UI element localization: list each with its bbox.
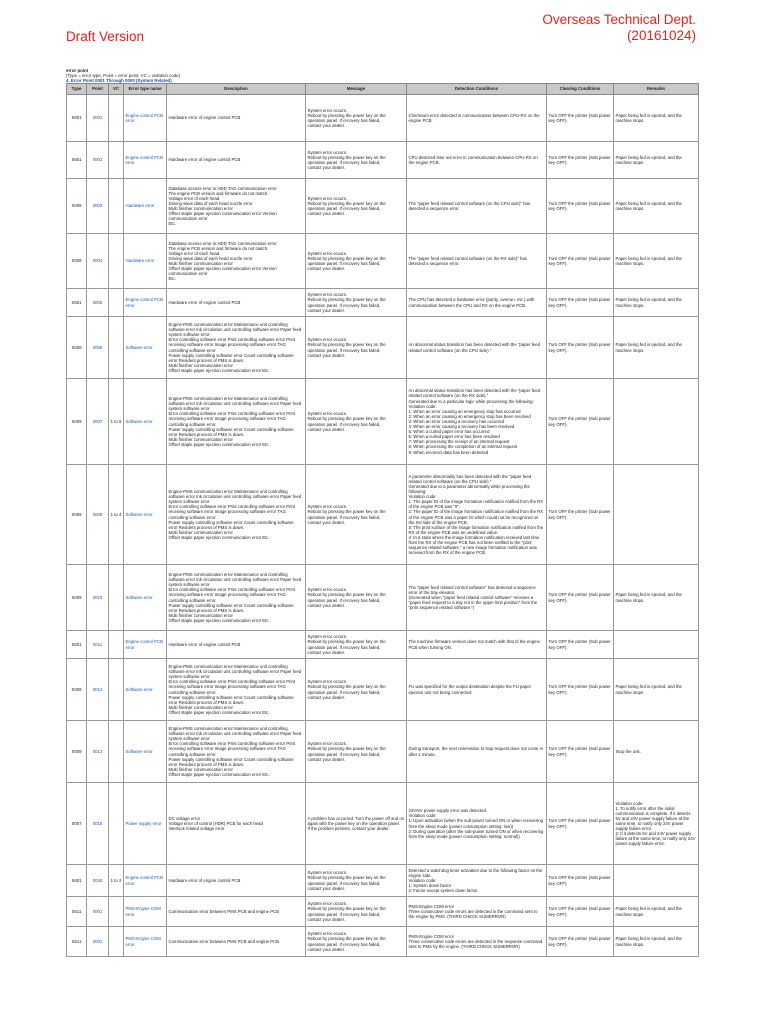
cell-remarks: Paper being fed is ejected, and the machine stops. [614, 659, 699, 721]
legend-title: error point [66, 68, 89, 73]
table-row [67, 631, 699, 659]
cell-error-name: Hardware error [124, 234, 167, 289]
cell-clearing: Turn OFF the printer (Sub power key OFF). [547, 142, 614, 179]
cell-message: System error occurs. Reboot by pressing the power key on the operation panel. If recovery has failed, contact your dealer. [306, 465, 407, 565]
cell-type: S611 [67, 897, 87, 927]
cell-error-name: Power supply error [124, 783, 167, 865]
cell-description: Hardware error of engine control PCB [167, 865, 306, 897]
cell-type: S008 [67, 179, 87, 234]
cell-description: Hardware error of engine control PCB [167, 289, 306, 317]
header-clearing-conditions: Clearing Conditions [547, 84, 614, 95]
legend-definition: (Type = error type, Point = error point, VC = violation code) [66, 73, 181, 78]
cell-error-name: Engine control PCB error [124, 142, 167, 179]
cell-error-name: PMS-Engine COM error [124, 897, 167, 927]
cell-detection: The "paper feed related control software" has detected a sequence error of the tray elevator. (Generated when "paper feed related control software" receives a "paper feed request to a tray not in the upper limit position" from the "print sequence related software.") [407, 565, 547, 631]
cell-point: 0003 [87, 179, 109, 234]
cell-error-name: Software error [124, 659, 167, 721]
cell-clearing: Turn OFF the printer (Sub power key OFF). [547, 659, 614, 721]
table-row [67, 317, 699, 379]
cell-description: Database access error in HDD TAG communication error The engine PCB version and firmware do not match. Voltage error of each head Driving wave data of each head nozzle error Multi finisher communication error Offset staple paper ejection communication error Version communication error Etc. [167, 179, 306, 234]
cell-vc [109, 721, 124, 783]
department-name: Overseas Technical Dept. [542, 12, 696, 27]
cell-description: Engine-PMS communication error Maintenance unit controlling software error Ink circulation unit controlling software error Paper feed system software error Error controlling software error Print controlling software error Print receiving software error Image processing software error TAG controlling software error Power supply controlling software error Count controlling software error Resident process of PMS is down. Multi finisher communication error Offset staple paper ejection communication error Etc. [167, 317, 306, 379]
cell-remarks: Paper being fed is ejected, and the machine stops. [614, 179, 699, 234]
cell-point: 0006 [87, 317, 109, 379]
cell-description: Hardware error of engine control PCB [167, 631, 306, 659]
cell-point: 0001 [87, 927, 109, 957]
cell-type: S601 [67, 631, 87, 659]
cell-error-name: Software error [124, 565, 167, 631]
cell-point: 0012 [87, 659, 109, 721]
cell-error-name: Software error [124, 379, 167, 465]
cell-detection: PMS-Engine COM error Three consecutive code errors are detected in the response command sent to PMS by the engine. (THIRD CHECK SUMERROR) [407, 927, 547, 957]
cell-remarks [614, 465, 699, 565]
cell-description: Engine-PMS communication error Maintenance unit controlling software error Ink circulation unit controlling software error Paper feed system software error Error controlling software error Print controlling software error Print receiving software error Image processing software error TAG controlling software error Power supply controlling software error Count controlling software error Resident process of PMS is down. Multi finisher communication error Offset staple paper ejection communication error Etc. [167, 465, 306, 565]
cell-point: 0040 [87, 865, 109, 897]
cell-clearing: Turn OFF the printer (Sub power key OFF). [547, 783, 614, 865]
cell-type: S009 [67, 465, 87, 565]
cell-detection: An abnormal status transition has been detected with the "paper feed related control software (on the RX side)." Generated due to a particular logic while processing the following: Violation code: 1: When an error causing an emergency stop has occurred 2: When an error causing an emergency stop has been resolved 3: When an error causing a recovery has occurred 4: When an error causing a recovery has been resolved 5: When a curled paper error has occurred 6: When a curled paper error has been resolved 7: When processing the receipt of an internal request 8: When processing the completion of an internal request 9: When incorrect data has been detected [407, 379, 547, 465]
table-row [67, 234, 699, 289]
cell-detection: 24V/5V power supply error was detected. Violation code: 1: Upon activation (when the sub-power turned ON or when recovering from the sleep mode (power consumption setting: low)) 2: During operation (after the sub-power turned ON or when recovering from the sleep mode (power consumption setting: normal)) [407, 783, 547, 865]
cell-detection: CPU detected time out error in communication between CPU-RX on the engine PCB. [407, 142, 547, 179]
cell-type: S611 [67, 927, 87, 957]
cell-clearing: Turn OFF the printer (Sub power key OFF). [547, 865, 614, 897]
cell-vc [109, 142, 124, 179]
cell-error-name: PMS-Engine COM error [124, 927, 167, 957]
cell-description: Engine-PMS communication error Maintenance unit controlling software error Ink circulation unit controlling software error Paper feed system software error Error controlling software error Print controlling software error Print receiving software error Image processing software error TAG controlling software error Power supply controlling software error Count controlling software error Resident process of PMS is down. Multi finisher communication error Offset staple paper ejection communication error Etc. [167, 659, 306, 721]
cell-clearing: Turn OFF the printer (Sub power key OFF). [547, 565, 614, 631]
table-row [67, 865, 699, 897]
cell-type: S601 [67, 865, 87, 897]
cell-vc: 1 to 2 [109, 865, 124, 897]
cell-type: S601 [67, 142, 87, 179]
table-row [67, 465, 699, 565]
cell-vc [109, 565, 124, 631]
cell-detection: The "paper feed related control software (on the RX side)" has detected a sequence error. [407, 234, 547, 289]
cell-remarks: Paper being fed is ejected, and the machine stops. [614, 565, 699, 631]
cell-error-name: Engine control PCB error [124, 289, 167, 317]
cell-detection: FU was specified for the output destination despite the FU paper ejection unit not being connected. [407, 659, 547, 721]
cell-description: Engine-PMS communication error Maintenance unit controlling software error Ink circulation unit controlling software error Paper feed system software error Error controlling software error Print controlling software error Print receiving software error Image processing software error TAG controlling software error Power supply controlling software error Count controlling software error Resident process of PMS is down. Multi finisher communication error Offset staple paper ejection communication error Etc. [167, 721, 306, 783]
cell-detection: Detected a watchdog timer activation due to the following factor on the engine side. Violation code: 1: System down factor 2: Factor except system down factor [407, 865, 547, 897]
cell-error-name: Software error [124, 721, 167, 783]
cell-description: Hardware error of engine control PCB [167, 95, 306, 142]
table-row [67, 659, 699, 721]
cell-message: System error occurs. Reboot by pressing the power key on the operation panel. If recovery has failed, contact your dealer. [306, 179, 407, 234]
cell-description: Engine-PMS communication error Maintenance unit controlling software error Ink circulation unit controlling software error Paper feed system software error Error controlling software error Print controlling software error Print receiving software error Image processing software error TAG controlling software error Power supply controlling software error Count controlling software error Resident process of PMS is down. Multi finisher communication error Offset staple paper ejection communication error Etc. [167, 379, 306, 465]
cell-message: System error occurs. Reboot by pressing the power key on the operation panel. If recovery has failed, contact your dealer. [306, 379, 407, 465]
cell-vc [109, 659, 124, 721]
cell-message: System error occurs. Reboot by pressing the power key on the operation panel. If recovery has failed, contact your dealer. [306, 234, 407, 289]
cell-remarks: Paper being fed is ejected, and the machine stops. [614, 234, 699, 289]
cell-remarks: Paper being fed is ejected, and the machine stops. [614, 317, 699, 379]
table-header-row [67, 84, 699, 95]
cell-clearing: Turn OFF the printer (Sub power key OFF). [547, 289, 614, 317]
cell-clearing: Turn OFF the printer (Sub power key OFF). [547, 897, 614, 927]
cell-detection: During transport, the next reservation to stop request does not come in after 1 minute. [407, 721, 547, 783]
cell-description: Database access error in HDD TAG communication error The engine PCB version and firmware do not match. Voltage error of each head Driving wave data of each head nozzle error Multi finisher communication error Offset staple paper ejection communication error Version communication error Etc. [167, 234, 306, 289]
table-row [67, 179, 699, 234]
cell-detection: The machine firmware version does not match with that of the engine PCB when turning ON. [407, 631, 547, 659]
cell-message: System error occurs. Reboot by pressing the power key on the operation panel. If recovery has failed, contact your dealer. [306, 865, 407, 897]
header-remarks: Remarks [614, 84, 699, 95]
cell-point: 0008 [87, 465, 109, 565]
cell-error-name: Hardware error [124, 179, 167, 234]
cell-type: S009 [67, 379, 87, 465]
cell-clearing: Turn OFF the printer (Sub power key OFF). [547, 631, 614, 659]
header-vc: VC [109, 84, 124, 95]
cell-vc [109, 897, 124, 927]
cell-vc [109, 95, 124, 142]
table-row [67, 289, 699, 317]
cell-message: A problem has occurred. Turn the power off and on again with the power key on the operation panel. If the problem persists, contact your dealer. [306, 783, 407, 865]
cell-type: S601 [67, 289, 87, 317]
header-description: Description [167, 84, 306, 95]
header-message: Message [306, 84, 407, 95]
cell-error-name: Software error [124, 317, 167, 379]
header-error-type-name: Error type name [124, 84, 167, 95]
cell-vc [109, 317, 124, 379]
table-row [67, 721, 699, 783]
cell-remarks [614, 865, 699, 897]
table-row [67, 95, 699, 142]
cell-type: S009 [67, 565, 87, 631]
cell-type: S008 [67, 234, 87, 289]
cell-type: S009 [67, 659, 87, 721]
section-heading: 4. Error Point 0001 Through 0000 (System Related) [66, 78, 172, 83]
table-row [67, 379, 699, 465]
cell-message: System error occurs. Reboot by pressing the power key on the operation panel. If recovery has failed, contact your dealer. [306, 565, 407, 631]
cell-remarks [614, 379, 699, 465]
cell-remarks: Violation code: 1: To notify error after the initial communication is complete. If it detects 5V and 24V power supply failure at the same time, to notify only 24V power supply failure error. 2: If it detects 5V and 24V power supply failure at the same time, to notify only 24V power supply failure error. [614, 783, 699, 865]
cell-clearing: Turn OFF the printer (Sub power key OFF). [547, 234, 614, 289]
cell-remarks: Paper being fed is ejected, and the machine stops. [614, 95, 699, 142]
cell-vc: 1 to 9 [109, 379, 124, 465]
cell-point: 0015 [87, 783, 109, 865]
draft-version-label: Draft Version [66, 29, 145, 44]
cell-point: 0002 [87, 142, 109, 179]
cell-description: Communication error between PMS PCB and engine PCB [167, 897, 306, 927]
cell-remarks: Stop the unit. [614, 721, 699, 783]
cell-message: System error occurs. Reboot by pressing the power key on the operation panel. If recovery has failed, contact your dealer. [306, 631, 407, 659]
cell-detection: The CPU has detected a hardware error (parity, overrun, etc.) with communication between the CPU and RX on the engine PCB. [407, 289, 547, 317]
cell-message: System error occurs. Reboot by pressing the power key on the operation panel. If recovery has failed, contact your dealer. [306, 897, 407, 927]
cell-message: System error occurs. Reboot by pressing the power key on the operation panel. If recovery has failed, contact your dealer. [306, 721, 407, 783]
cell-type: S601 [67, 95, 87, 142]
cell-message: System error occurs. Reboot by pressing the power key on the operation panel. If recovery has failed, contact your dealer. [306, 142, 407, 179]
cell-detection: An abnormal status transition has been detected with the "paper feed related control software (on the CPU side)." [407, 317, 547, 379]
table-row [67, 927, 699, 957]
cell-remarks: Paper being fed is ejected, and the machine stops. [614, 142, 699, 179]
cell-vc [109, 234, 124, 289]
cell-clearing: Turn OFF the printer (Sub power key OFF). [547, 465, 614, 565]
cell-vc [109, 927, 124, 957]
cell-description: Hardware error of engine control PCB [167, 142, 306, 179]
table-row [67, 142, 699, 179]
error-table [66, 83, 699, 957]
cell-description: DC voltage error Voltage error of control (HDR) PCB for each head Interlock related voltage error [167, 783, 306, 865]
cell-point: 0004 [87, 234, 109, 289]
table-row [67, 783, 699, 865]
table-row [67, 565, 699, 631]
header-type: Type [67, 84, 87, 95]
cell-point: 0013 [87, 721, 109, 783]
cell-error-name: Engine control PCB error [124, 865, 167, 897]
cell-remarks: Paper being fed is ejected, and the machine stops. [614, 927, 699, 957]
header-point: Point [87, 84, 109, 95]
cell-clearing: Turn OFF the printer (Sub power key OFF). [547, 927, 614, 957]
cell-vc [109, 631, 124, 659]
cell-description: Engine-PMS communication error Maintenance unit controlling software error Ink circulation unit controlling software error Paper feed system software error Error controlling software error Print controlling software error Print receiving software error Image processing software error TAG controlling software error Power supply controlling software error Count controlling software error Resident process of PMS is down. Multi finisher communication error Offset staple paper ejection communication error Etc. [167, 565, 306, 631]
cell-error-name: Engine control PCB error [124, 631, 167, 659]
cell-clearing: Turn OFF the printer (Sub power key OFF). [547, 179, 614, 234]
cell-vc [109, 289, 124, 317]
cell-vc: 1 to 4 [109, 465, 124, 565]
cell-clearing: Turn OFF the printer (Sub power key OFF). [547, 317, 614, 379]
cell-remarks [614, 631, 699, 659]
cell-message: System error occurs. Reboot by pressing the power key on the operation panel. If recovery has failed, contact your dealer. [306, 317, 407, 379]
cell-clearing: Turn OFF the printer (Sub power key OFF). [547, 95, 614, 142]
cell-message: System error occurs. Reboot by pressing the power key on the operation panel. If recovery has failed, contact your dealer. [306, 927, 407, 957]
cell-clearing: Turn OFF the printer (Sub power key OFF). [547, 721, 614, 783]
cell-detection: Checksum error detected in communication between CPU-RX on the engine PCB. [407, 95, 547, 142]
cell-type: S009 [67, 721, 87, 783]
cell-point: 0001 [87, 95, 109, 142]
cell-vc [109, 783, 124, 865]
cell-point: 0005 [87, 289, 109, 317]
header-detection-conditions: Detection Conditions [407, 84, 547, 95]
cell-point: 0001 [87, 897, 109, 927]
cell-message: System error occurs. Reboot by pressing the power key on the operation panel. If recovery has failed, contact your dealer. [306, 659, 407, 721]
cell-point: 0011 [87, 631, 109, 659]
cell-type: S007 [67, 783, 87, 865]
department-header [542, 12, 696, 44]
cell-remarks: Paper being fed is ejected, and the machine stops. [614, 897, 699, 927]
cell-clearing: Turn OFF the printer (Sub power key OFF). [547, 379, 614, 465]
cell-point: 0007 [87, 379, 109, 465]
cell-type: S009 [67, 317, 87, 379]
cell-detection: A parameter abnormality has been detected with the "paper feed related control software (on the CPU side)." Generated due to a parameter abnormality while processing the following: Violation code: 1: The paper ID of the image formation notification notified from the RX of the engine PCB was "0". 2: The paper ID of the image formation notification notified from the RX of the engine PCB was a paper ID which could not be recognized on the SH side of the engine PCB. 3: The print surface of the image formation notification notified from the RX of the engine PCB was an undefined value. 4: In a state where the image formation notification received last time from the RX of the engine PCB has not been notified to the "print sequence related software," a new image formation notification was received from the RX of the engine PCB. [407, 465, 547, 565]
cell-detection: The "paper feed related control software (on the CPU side)" has detected a sequence error. [407, 179, 547, 234]
cell-error-name: Engine control PCB error [124, 95, 167, 142]
cell-detection: PMS-Engine COM error Three consecutive code errors are detected in the command sent to the engine by PMS. (THIRD CHECK SUMERROR) [407, 897, 547, 927]
document-date: (20161024) [626, 28, 696, 43]
cell-error-name: Software error [124, 465, 167, 565]
cell-vc [109, 179, 124, 234]
cell-point: 0010 [87, 565, 109, 631]
table-row [67, 897, 699, 927]
cell-message: System error occurs. Reboot by pressing the power key on the operation panel. If recovery has failed, contact your dealer. [306, 289, 407, 317]
cell-remarks: Paper being fed is ejected, and the machine stops. [614, 289, 699, 317]
cell-message: System error occurs. Reboot by pressing the power key on the operation panel. If recovery has failed, contact your dealer. [306, 95, 407, 142]
cell-description: Communication error between PMS PCB and engine PCB [167, 927, 306, 957]
legend-notes [66, 68, 180, 83]
